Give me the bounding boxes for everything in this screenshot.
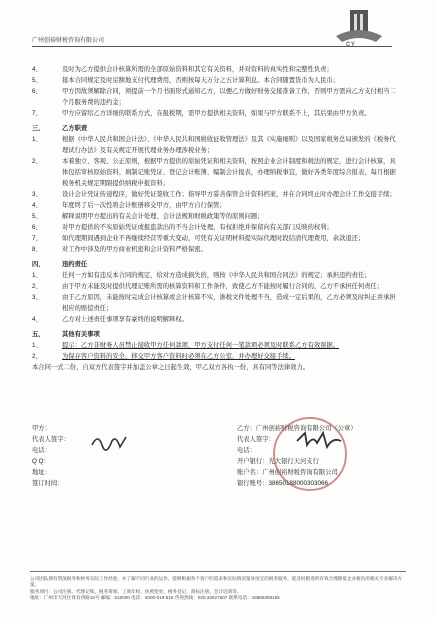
clause-number: 6、 [32,88,42,95]
header-company-name: 广州创裕财税咨询有限公司 [32,38,105,44]
clause-number: 2、 [32,283,42,290]
clause-text: 乙方对上述责任事项享有豪终的说明解释权。 [62,316,188,323]
clause-item [32,244,402,255]
clause-text: 如代理期间遇到企业不再继续经营等重大变动，可凭有关证明材料提实际代理时段结清代理费用，余款退还； [62,235,365,242]
section-3-heading: 三、 乙方职责 [32,125,88,132]
clause-number: 1、 [32,342,42,349]
party-b-phone: 电话： [237,447,256,454]
clause-number: 8、 [32,246,42,253]
company-logo-icon [330,6,386,58]
clause-item [32,222,402,233]
clause-item [32,156,402,189]
clause-text: 提示：乙方非财务人员禁止接收甲方任何款项，甲方支付任何一笔款项必须及时联系乙方有效票据。 [62,342,340,349]
clause-item [32,108,402,119]
clause-item [32,340,402,351]
party-b-bank: 开户银行：光大银行天河支行 [237,458,319,465]
clause-item [32,64,402,75]
closing-statement: 本合同一式二份，自双方代表签字并加盖公章之日起生效，甲乙双方各执一份，具有同等法律效力。 [32,364,310,371]
party-a-label: 甲方： [32,425,51,432]
clause-number: 4、 [32,316,42,323]
party-a-qq: Q Q： [32,458,50,465]
clause-item [32,75,402,86]
section-5-items [32,340,402,362]
logo-text: CY [346,42,356,48]
party-b-label: 乙方：广州创裕财税咨询有限公司（公章） [237,425,357,432]
footer-line-2: 服务项目：公司注册、代理记账、税务筹划、工商年检、执照变更、税务登记、商标注册、会计培训等。 [30,588,242,594]
clause-number: 7、 [32,235,42,242]
company-seal-icon [273,417,347,491]
section-4-heading: 四、 违约责任 [32,261,88,268]
clause-number: 3、 [32,191,42,198]
party-b-account-name: 账户名：广州创裕财税咨询有限公司 [237,469,338,476]
clause-item [32,86,402,108]
clause-text: 甲方应留给乙方详细的联系方式，在报税期，需甲方提供相关资料，如果与甲方联系不上，其后果由甲方负责。 [62,110,371,117]
clause-text: 任何一方如有违反本合同的规定，给对方造成损失的，则按《中华人民共和国合同法》的规定；承担违约责任； [62,272,371,279]
footer-line-3: 地址：广州市天河区体育西路16号 邮编：510000 电话：4000-019-518 咨询热线：020-32627607 联系电话：18666308155 [30,595,280,601]
clause-number: 3、 [32,294,42,301]
party-b-account-no: 银行账号：38650188000303066 [237,480,329,487]
clause-text: 年度终了后一次性将会计账册移交甲方，由甲方自行保管； [62,202,226,209]
footer-line-1: 公司团队拥有资深税务和财务实际工作经验，并了解不同行业的运作，能够根据各个客户的需求和实际情况量身度定的税务服务，能及时跟进的有效合理降低企业税负的相关专业解决方案。 [30,576,403,588]
clause-number: 6、 [32,224,42,231]
clause-item [32,134,402,156]
clause-number: 5、 [32,77,42,84]
party-a-date: 签订时间： [32,480,64,487]
party-a-phone: 电话： [32,447,51,454]
clause-number: 2、 [32,158,42,165]
contract-body [32,64,402,373]
clauses-b-continued [32,64,402,119]
clause-item [32,292,402,314]
clause-text: 根据《中华人民共和国会计法》、《中华人民共和国税收征收管理法》及其《实施细则》以及国家税务总局颁发的《税务代理试行办法》及有关规定开展代理业务办理涉税业务； [62,136,396,154]
section-5-heading: 五、 其他有关事项 [32,331,100,338]
clause-text: 为保存客户资料的安全，移交甲方客户资料时必须在乙方公室，并办理好交接手续。 [62,353,295,360]
party-b-rep: 代表人签字： [237,436,275,443]
clause-text: 本着独立、客观、公正原则，根据甲方提供的原始凭证和相关资料，按照企业会计制度和税法的规定，进行会计核算，具体包括审核原始资料、填制记账凭证、登记会计账簿、编制会计报表，办理纳税事宜，做好各类年度综合报表，每月根据税务机关规定期限提供纳税申报资料； [62,158,396,187]
section-4-items [32,270,402,325]
footer [30,576,410,602]
clause-number: 5、 [32,213,42,220]
party-b-block [237,423,407,489]
clause-item [32,270,402,281]
clause-item [32,211,402,222]
clause-number: 4、 [32,66,42,73]
clause-text: 及时为乙方提供会计核算所需的全部原始资料和其它有关资料，并对资料的真实性和完整性负责； [62,66,333,73]
clause-text: 对甲方提供的不实原始凭证或报盗款出的不当会计处理，有权拒绝并保留向有关部门反映的权利； [62,224,333,231]
clause-item [32,189,402,200]
clause-item [32,314,402,325]
clause-item [32,200,402,211]
party-a-address: 地址： [32,469,51,476]
clause-item [32,233,402,244]
party-a-rep: 代表人签字： [32,436,70,443]
edge-seal [392,310,436,390]
party-a-signature [90,431,130,453]
section-3-items [32,134,402,255]
clause-item [32,351,402,362]
clause-text: 甲方因故须解除合同，须提前一个月书面形式通知乙方，以便乙方做好财务交接准备工作，否则甲方需向乙方支付相当二个月服务费的违约金； [62,88,396,106]
clause-item [32,281,402,292]
clause-number: 4、 [32,202,42,209]
clause-number: 2、 [32,353,42,360]
footer-divider [30,571,406,572]
clause-text: 设计会计凭证传递程序，做好凭证签收工作；指导甲方妥善保管会计资料档案，并在合同终止时办理会计工作交接手续； [62,191,396,198]
clause-number: 1、 [32,272,42,279]
clause-text: 由于甲方未能及时提供代理记账所需的核算资料和工作条件，致使乙方不能按时履行合同的，乙方不承担任何责任； [62,283,384,290]
party-a-block [32,423,222,489]
clause-text: 对工作中涉及的甲方商业机密和会计资料严格保密。 [62,246,207,253]
clause-text: 解释说明甲方提出的有关会计处理、会计法规和财税政策等的原则问题； [62,213,264,220]
clause-text: 接本合同规定及时足额地支付代理费用，否则按每天万分之五计算利息。本合同随置货币为人民币； [62,77,340,84]
clause-number: 1、 [32,136,42,143]
clause-number: 7、 [32,110,42,117]
clause-text: 由于乙方原因，未能按时完成会计核算或会计核算不实，渗税文件处理不当，造成一定后果的，乙方必须及时纠正并承担相应的赔偿责任； [62,294,396,312]
